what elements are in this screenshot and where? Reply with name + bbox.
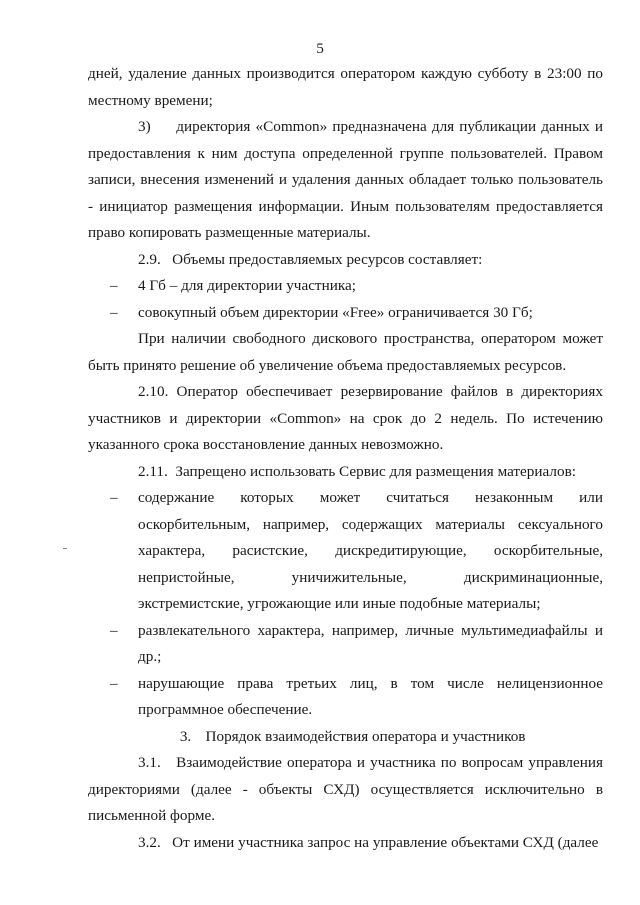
paragraph-common-directory: 3) директория «Common» предназначена для публикации данных и предоставления к ним доступа определенной группе пользователей. Правом записи, внесения изменений и удаления данных обладает только пользователь - инициатор размещения информации. Иным пользователям предоставляется право копировать размещенные материалы.	[88, 118, 603, 241]
paragraph-2-11: 2.11. Запрещено использовать Сервис для размещения материалов:	[138, 462, 576, 480]
section-number: 3.	[179, 727, 192, 745]
paragraph-free-space: При наличии свободного дискового пространства, оператором может быть принято решение об увеличение объема предоставляемых ресурсов.	[88, 330, 603, 374]
page-number: 5	[316, 40, 324, 57]
paragraph-3-2: 3.2. От имени участника запрос на управление объектами СХД (далее	[138, 833, 599, 851]
list-item-text: 4 Гб – для директории участника;	[138, 277, 356, 294]
section-title: Порядок взаимодействия оператора и участников	[205, 727, 526, 745]
list-item-text: нарушающие права третьих лиц, в том числе нелицензионное программное обеспечение.	[138, 674, 603, 718]
list-item-entertainment	[88, 618, 603, 671]
list-marker: –	[110, 277, 118, 294]
list-item-text: содержание которых может считаться незаконным или оскорбительным, например, содержащих материалы сексуального характера, расистские, дискредитирующие, оскорбительные, непристойные, уничижительные, дискриминационные, экстремистские, угрожающие или иные подобные материалы;	[138, 489, 603, 612]
list-item-4gb	[88, 273, 603, 300]
list-marker: –	[110, 674, 118, 692]
list-item-free	[88, 300, 603, 327]
paragraph-3-1: 3.1. Взаимодействие оператора и участника по вопросам управления директориями (далее - объекты СХД) осуществляется исключительно в письменной форме.	[88, 754, 603, 824]
list-item-text: развлекательного характера, например, личные мультимедиафайлы и др.;	[138, 621, 603, 665]
list-marker: –	[110, 621, 118, 639]
page-content	[88, 61, 603, 856]
list-item-illegal	[88, 485, 603, 618]
paragraph-continuation: дней, удаление данных производится оператором каждую субботу в 23:00 по местному времени;	[88, 65, 603, 109]
list-marker: –	[110, 489, 118, 506]
margin-mark	[63, 548, 67, 549]
list-marker: –	[110, 303, 118, 321]
list-item-third-party	[88, 671, 603, 724]
section-heading	[88, 724, 603, 751]
paragraph-2-9: 2.9. Объемы предоставляемых ресурсов составляет:	[138, 250, 483, 268]
paragraph-2-10: 2.10. Оператор обеспечивает резервирование файлов в директориях участников и директории «Common» на срок до 2 недель. По истечению указанного срока восстановление данных невозможно.	[88, 383, 603, 453]
list-item-text: совокупный объем директории «Free» ограничивается 30 Гб;	[138, 303, 533, 321]
